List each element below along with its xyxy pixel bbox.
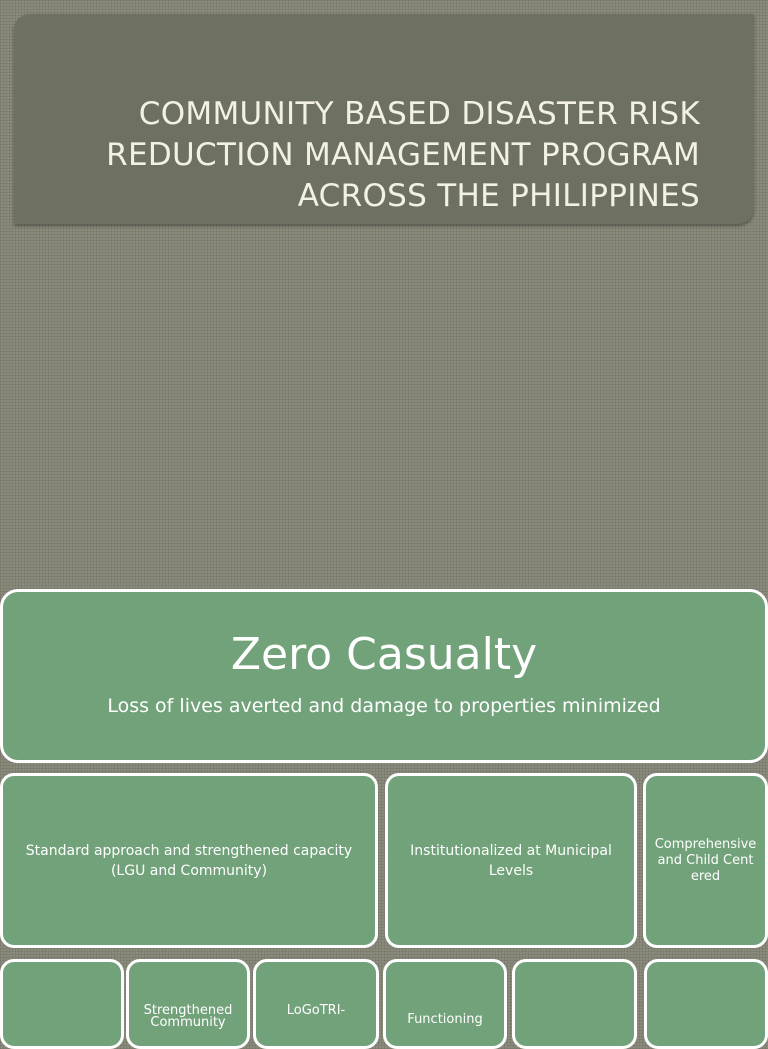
output-box-6: [644, 959, 768, 1049]
output-box-3: [253, 959, 379, 1049]
output-box-1: [0, 959, 124, 1049]
outcome-text: Institutionalized at Municipal Levels: [410, 842, 612, 879]
outcome-text: Comprehensive and Child Centered: [654, 836, 757, 884]
outcome-box-comprehensive: [643, 773, 768, 948]
goal-subtitle: Loss of lives averted and damage to properties minimized: [107, 695, 661, 717]
goal-box: [0, 589, 768, 763]
output-text: LoGoTRI-: [286, 1003, 346, 1018]
output-text: Strengthened Community: [143, 1003, 233, 1030]
output-box-5: [512, 959, 637, 1049]
slide-title: COMMUNITY BASED DISASTER RISK REDUCTION MANAGEMENT PROGRAM ACROSS THE PHILIPPINES: [106, 96, 700, 214]
output-box-4: [383, 959, 507, 1049]
outcome-box-institutionalized: [385, 773, 637, 948]
title-panel: [14, 14, 754, 224]
outcome-text: Standard approach and strengthened capacity (LGU and Community): [25, 842, 353, 879]
outcome-box-standard-approach: [0, 773, 378, 948]
output-box-2: [126, 959, 250, 1049]
goal-title: Zero Casualty: [230, 629, 538, 680]
output-text: Functioning: [407, 1012, 483, 1027]
